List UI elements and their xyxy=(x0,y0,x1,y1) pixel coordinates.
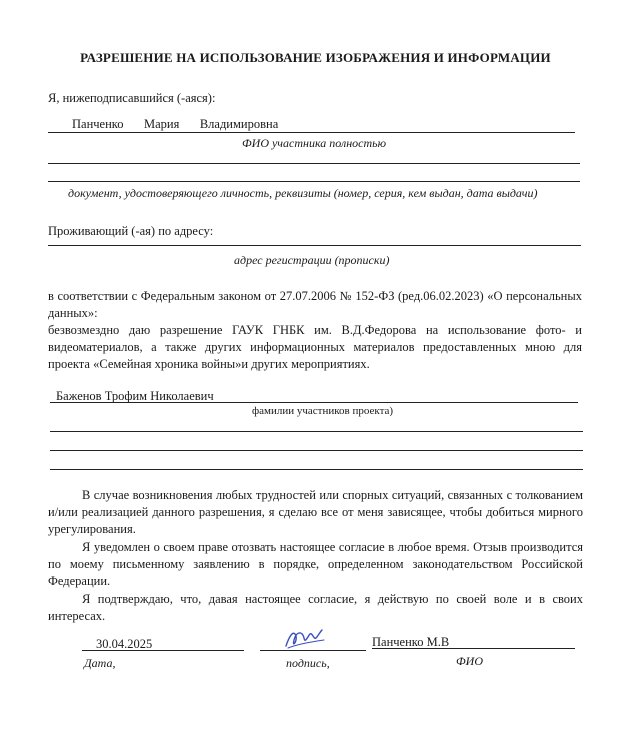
full-name-value: Панченко Мария Владимировна xyxy=(72,117,279,131)
signature-caption: подпись, xyxy=(286,656,330,670)
full-name-line xyxy=(48,132,575,133)
id-caption: документ, удостоверяющего личность, реквизиты (номер, серия, кем выдан, дата выдачи) xyxy=(68,186,538,200)
address-line xyxy=(48,245,581,246)
date-value: 30.04.2025 xyxy=(96,637,153,651)
fio-line xyxy=(372,648,575,649)
permission-text: безвозмездно даю разрешение ГАУК ГНБК им. В.Д.Федорова на использование фото- и видеоматериалов, а также других информационных материалов предоставленных мною для проекта «Семейная хроника войны»и других мероприятиях. xyxy=(48,323,582,371)
date-line xyxy=(82,650,244,651)
law-reference-text: в соответствии с Федеральным законом от 27.07.2006 № 152-ФЗ (ред.06.02.2023) «О персональных данных»: xyxy=(48,289,582,320)
blank-line-3 xyxy=(50,469,583,470)
date-caption: Дата, xyxy=(84,656,116,670)
residing-label: Проживающий (-ая) по адресу: xyxy=(48,224,214,238)
participants-line xyxy=(50,402,578,403)
address-caption: адрес регистрации (прописки) xyxy=(234,253,390,267)
participants-value: Баженов Трофим Николаевич xyxy=(56,389,214,403)
fio-value: Панченко М.В xyxy=(372,635,450,649)
participants-caption: фамилии участников проекта) xyxy=(252,405,394,417)
intro-text: Я, нижеподписавшийся (-аяся): xyxy=(48,91,216,105)
revoke-paragraph: Я уведомлен о своем праве отозвать настоящее согласие в любое время. Отзыв производится по моему письменному заявлению в порядке, определенном законодательством Российской Федерации. xyxy=(48,540,583,588)
id-line-2 xyxy=(48,181,580,182)
id-line-1 xyxy=(48,163,580,164)
handwritten-signature xyxy=(282,626,326,652)
document-title: РАЗРЕШЕНИЕ НА ИСПОЛЬЗОВАНИЕ ИЗОБРАЖЕНИЯ И ИНФОРМАЦИИ xyxy=(80,50,551,65)
disputes-paragraph: В случае возникновения любых трудностей или спорных ситуаций, связанных с толкованием и/или реализацией данного разрешения, я сделаю все от меня зависящее, чтобы добиться мирного урегулирования. xyxy=(48,488,583,536)
signature-line xyxy=(260,650,366,651)
blank-line-2 xyxy=(50,450,583,451)
confirm-paragraph: Я подтверждаю, что, давая настоящее согласие, я действую по своей воле и в своих интересах. xyxy=(48,592,583,623)
full-name-caption: ФИО участника полностью xyxy=(242,136,387,150)
blank-line-1 xyxy=(50,431,583,432)
fio-caption: ФИО xyxy=(456,654,483,668)
